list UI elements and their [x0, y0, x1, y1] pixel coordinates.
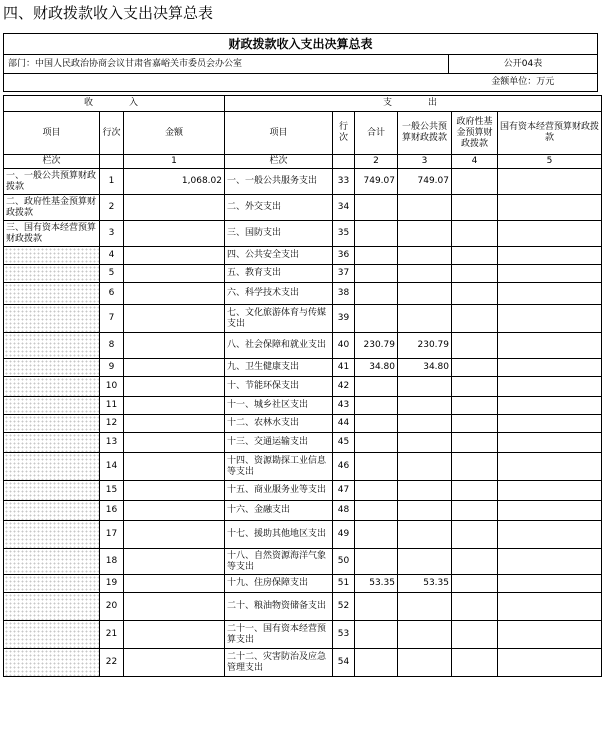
- expense-line-cell: 37: [333, 265, 355, 283]
- total-cell: [355, 397, 398, 415]
- expense-item-cell: 十九、住房保障支出: [225, 575, 333, 593]
- general-budget-cell: [398, 195, 452, 221]
- expense-item-cell: 四、公共安全支出: [225, 247, 333, 265]
- index-col-2: 2: [355, 155, 398, 169]
- page-heading: 四、财政拨款收入支出决算总表: [3, 4, 214, 22]
- total-cell: [355, 453, 398, 481]
- income-line-cell: 13: [100, 433, 124, 453]
- capital-budget-cell: [498, 247, 602, 265]
- expense-line-cell: 34: [333, 195, 355, 221]
- income-line-cell: 18: [100, 549, 124, 575]
- capital-budget-cell: [498, 575, 602, 593]
- income-amount-cell: 1,068.02: [124, 169, 225, 195]
- col-header-exp-item: 项目: [225, 112, 333, 155]
- total-cell: 230.79: [355, 333, 398, 359]
- capital-budget-cell: [498, 265, 602, 283]
- income-amount-cell: [124, 621, 225, 649]
- index-col-1: 1: [124, 155, 225, 169]
- income-amount-cell: [124, 481, 225, 501]
- expense-item-cell: 十二、农林水支出: [225, 415, 333, 433]
- general-budget-cell: [398, 433, 452, 453]
- index-col-4: 4: [452, 155, 498, 169]
- general-budget-cell: [398, 397, 452, 415]
- total-cell: 749.07: [355, 169, 398, 195]
- capital-budget-cell: [498, 593, 602, 621]
- index-exp-label: 栏次: [225, 155, 333, 169]
- income-line-cell: 12: [100, 415, 124, 433]
- table-title: 财政拨款收入支出决算总表: [4, 34, 598, 55]
- income-amount-cell: [124, 305, 225, 333]
- capital-budget-cell: [498, 453, 602, 481]
- col-header-capital-budget: 国有资本经营预算财政拨款: [498, 112, 602, 155]
- expense-line-cell: 50: [333, 549, 355, 575]
- capital-budget-cell: [498, 501, 602, 521]
- general-budget-cell: [398, 521, 452, 549]
- table-row: [4, 247, 602, 265]
- capital-budget-cell: [498, 415, 602, 433]
- expense-line-cell: 46: [333, 453, 355, 481]
- income-item-cell: [4, 305, 100, 333]
- fund-budget-cell: [452, 283, 498, 305]
- expense-line-cell: 42: [333, 377, 355, 397]
- index-blank: [333, 155, 355, 169]
- income-item-cell: [4, 433, 100, 453]
- expense-section-header: 支 出: [225, 96, 602, 112]
- income-item-cell: [4, 621, 100, 649]
- expense-item-cell: 九、卫生健康支出: [225, 359, 333, 377]
- income-amount-cell: [124, 247, 225, 265]
- expense-item-cell: 三、国防支出: [225, 221, 333, 247]
- income-line-cell: 4: [100, 247, 124, 265]
- income-line-cell: 11: [100, 397, 124, 415]
- expense-item-cell: 二、外交支出: [225, 195, 333, 221]
- fund-budget-cell: [452, 453, 498, 481]
- total-cell: [355, 549, 398, 575]
- general-budget-cell: [398, 283, 452, 305]
- unit-label: 金额单位：万元: [449, 74, 598, 92]
- capital-budget-cell: [498, 621, 602, 649]
- income-amount-cell: [124, 195, 225, 221]
- expense-item-cell: 十、节能环保支出: [225, 377, 333, 397]
- total-cell: [355, 283, 398, 305]
- expense-item-cell: 一、一般公共服务支出: [225, 169, 333, 195]
- expense-line-cell: 51: [333, 575, 355, 593]
- general-budget-cell: [398, 621, 452, 649]
- fund-budget-cell: [452, 377, 498, 397]
- expense-line-cell: 39: [333, 305, 355, 333]
- col-header-item: 项目: [4, 112, 100, 155]
- total-cell: [355, 521, 398, 549]
- income-amount-cell: [124, 453, 225, 481]
- general-budget-cell: [398, 305, 452, 333]
- income-item-cell: [4, 549, 100, 575]
- fund-budget-cell: [452, 221, 498, 247]
- expense-item-cell: 十六、金融支出: [225, 501, 333, 521]
- income-line-cell: 1: [100, 169, 124, 195]
- general-budget-cell: [398, 649, 452, 677]
- form-code: 公开04表: [449, 55, 598, 74]
- table-row: [4, 377, 602, 397]
- capital-budget-cell: [498, 195, 602, 221]
- table-row: [4, 481, 602, 501]
- fund-budget-cell: [452, 415, 498, 433]
- index-blank: [100, 155, 124, 169]
- fund-budget-cell: [452, 247, 498, 265]
- expense-line-cell: 45: [333, 433, 355, 453]
- general-budget-cell: 34.80: [398, 359, 452, 377]
- expense-item-cell: 八、社会保障和就业支出: [225, 333, 333, 359]
- capital-budget-cell: [498, 397, 602, 415]
- income-amount-cell: [124, 521, 225, 549]
- expense-item-cell: 十一、城乡社区支出: [225, 397, 333, 415]
- income-line-cell: 9: [100, 359, 124, 377]
- fund-budget-cell: [452, 359, 498, 377]
- expense-item-cell: 十五、商业服务业等支出: [225, 481, 333, 501]
- income-line-cell: 2: [100, 195, 124, 221]
- income-amount-cell: [124, 649, 225, 677]
- income-amount-cell: [124, 593, 225, 621]
- expense-item-cell: 二十、粮油物资储备支出: [225, 593, 333, 621]
- fund-budget-cell: [452, 593, 498, 621]
- capital-budget-cell: [498, 333, 602, 359]
- report-header: [3, 33, 598, 92]
- index-label: 栏次: [4, 155, 100, 169]
- fund-budget-cell: [452, 521, 498, 549]
- total-cell: [355, 195, 398, 221]
- income-item-cell: [4, 521, 100, 549]
- income-item-cell: [4, 415, 100, 433]
- expense-line-cell: 49: [333, 521, 355, 549]
- capital-budget-cell: [498, 549, 602, 575]
- col-header-general-budget: 一般公共预算财政拨款: [398, 112, 452, 155]
- income-amount-cell: [124, 377, 225, 397]
- table-row: [4, 333, 602, 359]
- expense-line-cell: 43: [333, 397, 355, 415]
- income-item-cell: [4, 593, 100, 621]
- general-budget-cell: [398, 265, 452, 283]
- expense-item-cell: 十七、援助其他地区支出: [225, 521, 333, 549]
- income-item-cell: [4, 501, 100, 521]
- expense-item-cell: 六、科学技术支出: [225, 283, 333, 305]
- table-row: [4, 649, 602, 677]
- col-header-fund-budget: 政府性基金预算财政拨款: [452, 112, 498, 155]
- budget-table: [3, 95, 602, 677]
- general-budget-cell: [398, 549, 452, 575]
- total-cell: [355, 481, 398, 501]
- fund-budget-cell: [452, 575, 498, 593]
- income-line-cell: 21: [100, 621, 124, 649]
- col-header-amount: 金额: [124, 112, 225, 155]
- index-col-3: 3: [398, 155, 452, 169]
- capital-budget-cell: [498, 521, 602, 549]
- fund-budget-cell: [452, 397, 498, 415]
- col-header-exp-line: 行次: [333, 112, 355, 155]
- income-line-cell: 6: [100, 283, 124, 305]
- income-line-cell: 10: [100, 377, 124, 397]
- expense-line-cell: 33: [333, 169, 355, 195]
- col-header-total: 合计: [355, 112, 398, 155]
- fund-budget-cell: [452, 333, 498, 359]
- table-row: [4, 521, 602, 549]
- expense-line-cell: 38: [333, 283, 355, 305]
- table-row: [4, 453, 602, 481]
- income-item-cell: [4, 575, 100, 593]
- income-line-cell: 20: [100, 593, 124, 621]
- income-item-cell: [4, 377, 100, 397]
- fund-budget-cell: [452, 621, 498, 649]
- income-line-cell: 3: [100, 221, 124, 247]
- income-line-cell: 15: [100, 481, 124, 501]
- expense-line-cell: 40: [333, 333, 355, 359]
- income-line-cell: 17: [100, 521, 124, 549]
- department-label: 部门：中国人民政治协商会议甘肃省嘉峪关市委员会办公室: [4, 55, 449, 74]
- total-cell: [355, 377, 398, 397]
- capital-budget-cell: [498, 169, 602, 195]
- general-budget-cell: [398, 377, 452, 397]
- table-row: [4, 169, 602, 195]
- income-amount-cell: [124, 575, 225, 593]
- fund-budget-cell: [452, 481, 498, 501]
- expense-line-cell: 41: [333, 359, 355, 377]
- income-line-cell: 7: [100, 305, 124, 333]
- expense-item-cell: 二十一、国有资本经营预算支出: [225, 621, 333, 649]
- table-row: [4, 415, 602, 433]
- fund-budget-cell: [452, 265, 498, 283]
- income-item-cell: [4, 481, 100, 501]
- income-item-cell: [4, 397, 100, 415]
- total-cell: [355, 221, 398, 247]
- col-header-line: 行次: [100, 112, 124, 155]
- income-line-cell: 16: [100, 501, 124, 521]
- general-budget-cell: [398, 221, 452, 247]
- table-row: [4, 195, 602, 221]
- income-amount-cell: [124, 333, 225, 359]
- expense-line-cell: 54: [333, 649, 355, 677]
- total-cell: [355, 247, 398, 265]
- expense-item-cell: 十四、资源勘探工业信息等支出: [225, 453, 333, 481]
- total-cell: [355, 649, 398, 677]
- income-line-cell: 19: [100, 575, 124, 593]
- income-item-cell: [4, 333, 100, 359]
- expense-item-cell: 七、文化旅游体育与传媒支出: [225, 305, 333, 333]
- income-amount-cell: [124, 433, 225, 453]
- capital-budget-cell: [498, 359, 602, 377]
- table-row: [4, 283, 602, 305]
- table-row: [4, 593, 602, 621]
- total-cell: [355, 593, 398, 621]
- expense-line-cell: 48: [333, 501, 355, 521]
- table-row: [4, 549, 602, 575]
- general-budget-cell: 53.35: [398, 575, 452, 593]
- income-section-header: 收 入: [4, 96, 225, 112]
- expense-line-cell: 44: [333, 415, 355, 433]
- fund-budget-cell: [452, 549, 498, 575]
- expense-line-cell: 53: [333, 621, 355, 649]
- income-amount-cell: [124, 283, 225, 305]
- expense-item-cell: 十八、自然资源海洋气象等支出: [225, 549, 333, 575]
- capital-budget-cell: [498, 433, 602, 453]
- fund-budget-cell: [452, 305, 498, 333]
- total-cell: 34.80: [355, 359, 398, 377]
- income-item-cell: [4, 265, 100, 283]
- income-line-cell: 14: [100, 453, 124, 481]
- unit-spacer: [4, 74, 449, 92]
- table-row: [4, 501, 602, 521]
- income-amount-cell: [124, 397, 225, 415]
- total-cell: [355, 621, 398, 649]
- income-line-cell: 5: [100, 265, 124, 283]
- income-amount-cell: [124, 415, 225, 433]
- income-amount-cell: [124, 265, 225, 283]
- general-budget-cell: [398, 453, 452, 481]
- income-line-cell: 22: [100, 649, 124, 677]
- capital-budget-cell: [498, 649, 602, 677]
- total-cell: [355, 501, 398, 521]
- income-item-cell: 二、政府性基金预算财政拨款: [4, 195, 100, 221]
- table-row: [4, 621, 602, 649]
- income-amount-cell: [124, 359, 225, 377]
- income-item-cell: [4, 247, 100, 265]
- expense-line-cell: 52: [333, 593, 355, 621]
- fund-budget-cell: [452, 195, 498, 221]
- expense-item-cell: 十三、交通运输支出: [225, 433, 333, 453]
- fund-budget-cell: [452, 501, 498, 521]
- capital-budget-cell: [498, 283, 602, 305]
- expense-item-cell: 五、教育支出: [225, 265, 333, 283]
- capital-budget-cell: [498, 305, 602, 333]
- income-line-cell: 8: [100, 333, 124, 359]
- general-budget-cell: [398, 247, 452, 265]
- income-item-cell: [4, 359, 100, 377]
- expense-line-cell: 36: [333, 247, 355, 265]
- fund-budget-cell: [452, 433, 498, 453]
- income-item-cell: 一、一般公共预算财政拨款: [4, 169, 100, 195]
- table-row: [4, 575, 602, 593]
- table-row: [4, 359, 602, 377]
- total-cell: 53.35: [355, 575, 398, 593]
- total-cell: [355, 305, 398, 333]
- expense-line-cell: 35: [333, 221, 355, 247]
- general-budget-cell: [398, 501, 452, 521]
- income-item-cell: 三、国有资本经营预算财政拨款: [4, 221, 100, 247]
- table-row: [4, 265, 602, 283]
- general-budget-cell: 230.79: [398, 333, 452, 359]
- capital-budget-cell: [498, 221, 602, 247]
- capital-budget-cell: [498, 377, 602, 397]
- income-item-cell: [4, 649, 100, 677]
- general-budget-cell: [398, 593, 452, 621]
- general-budget-cell: [398, 481, 452, 501]
- table-row: [4, 397, 602, 415]
- income-amount-cell: [124, 501, 225, 521]
- general-budget-cell: 749.07: [398, 169, 452, 195]
- capital-budget-cell: [498, 481, 602, 501]
- general-budget-cell: [398, 415, 452, 433]
- total-cell: [355, 265, 398, 283]
- income-item-cell: [4, 453, 100, 481]
- fund-budget-cell: [452, 169, 498, 195]
- expense-line-cell: 47: [333, 481, 355, 501]
- index-col-5: 5: [498, 155, 602, 169]
- income-item-cell: [4, 283, 100, 305]
- income-amount-cell: [124, 221, 225, 247]
- expense-item-cell: 二十二、灾害防治及应急管理支出: [225, 649, 333, 677]
- table-row: [4, 433, 602, 453]
- income-amount-cell: [124, 549, 225, 575]
- table-row: [4, 305, 602, 333]
- total-cell: [355, 433, 398, 453]
- fund-budget-cell: [452, 649, 498, 677]
- table-row: [4, 221, 602, 247]
- total-cell: [355, 415, 398, 433]
